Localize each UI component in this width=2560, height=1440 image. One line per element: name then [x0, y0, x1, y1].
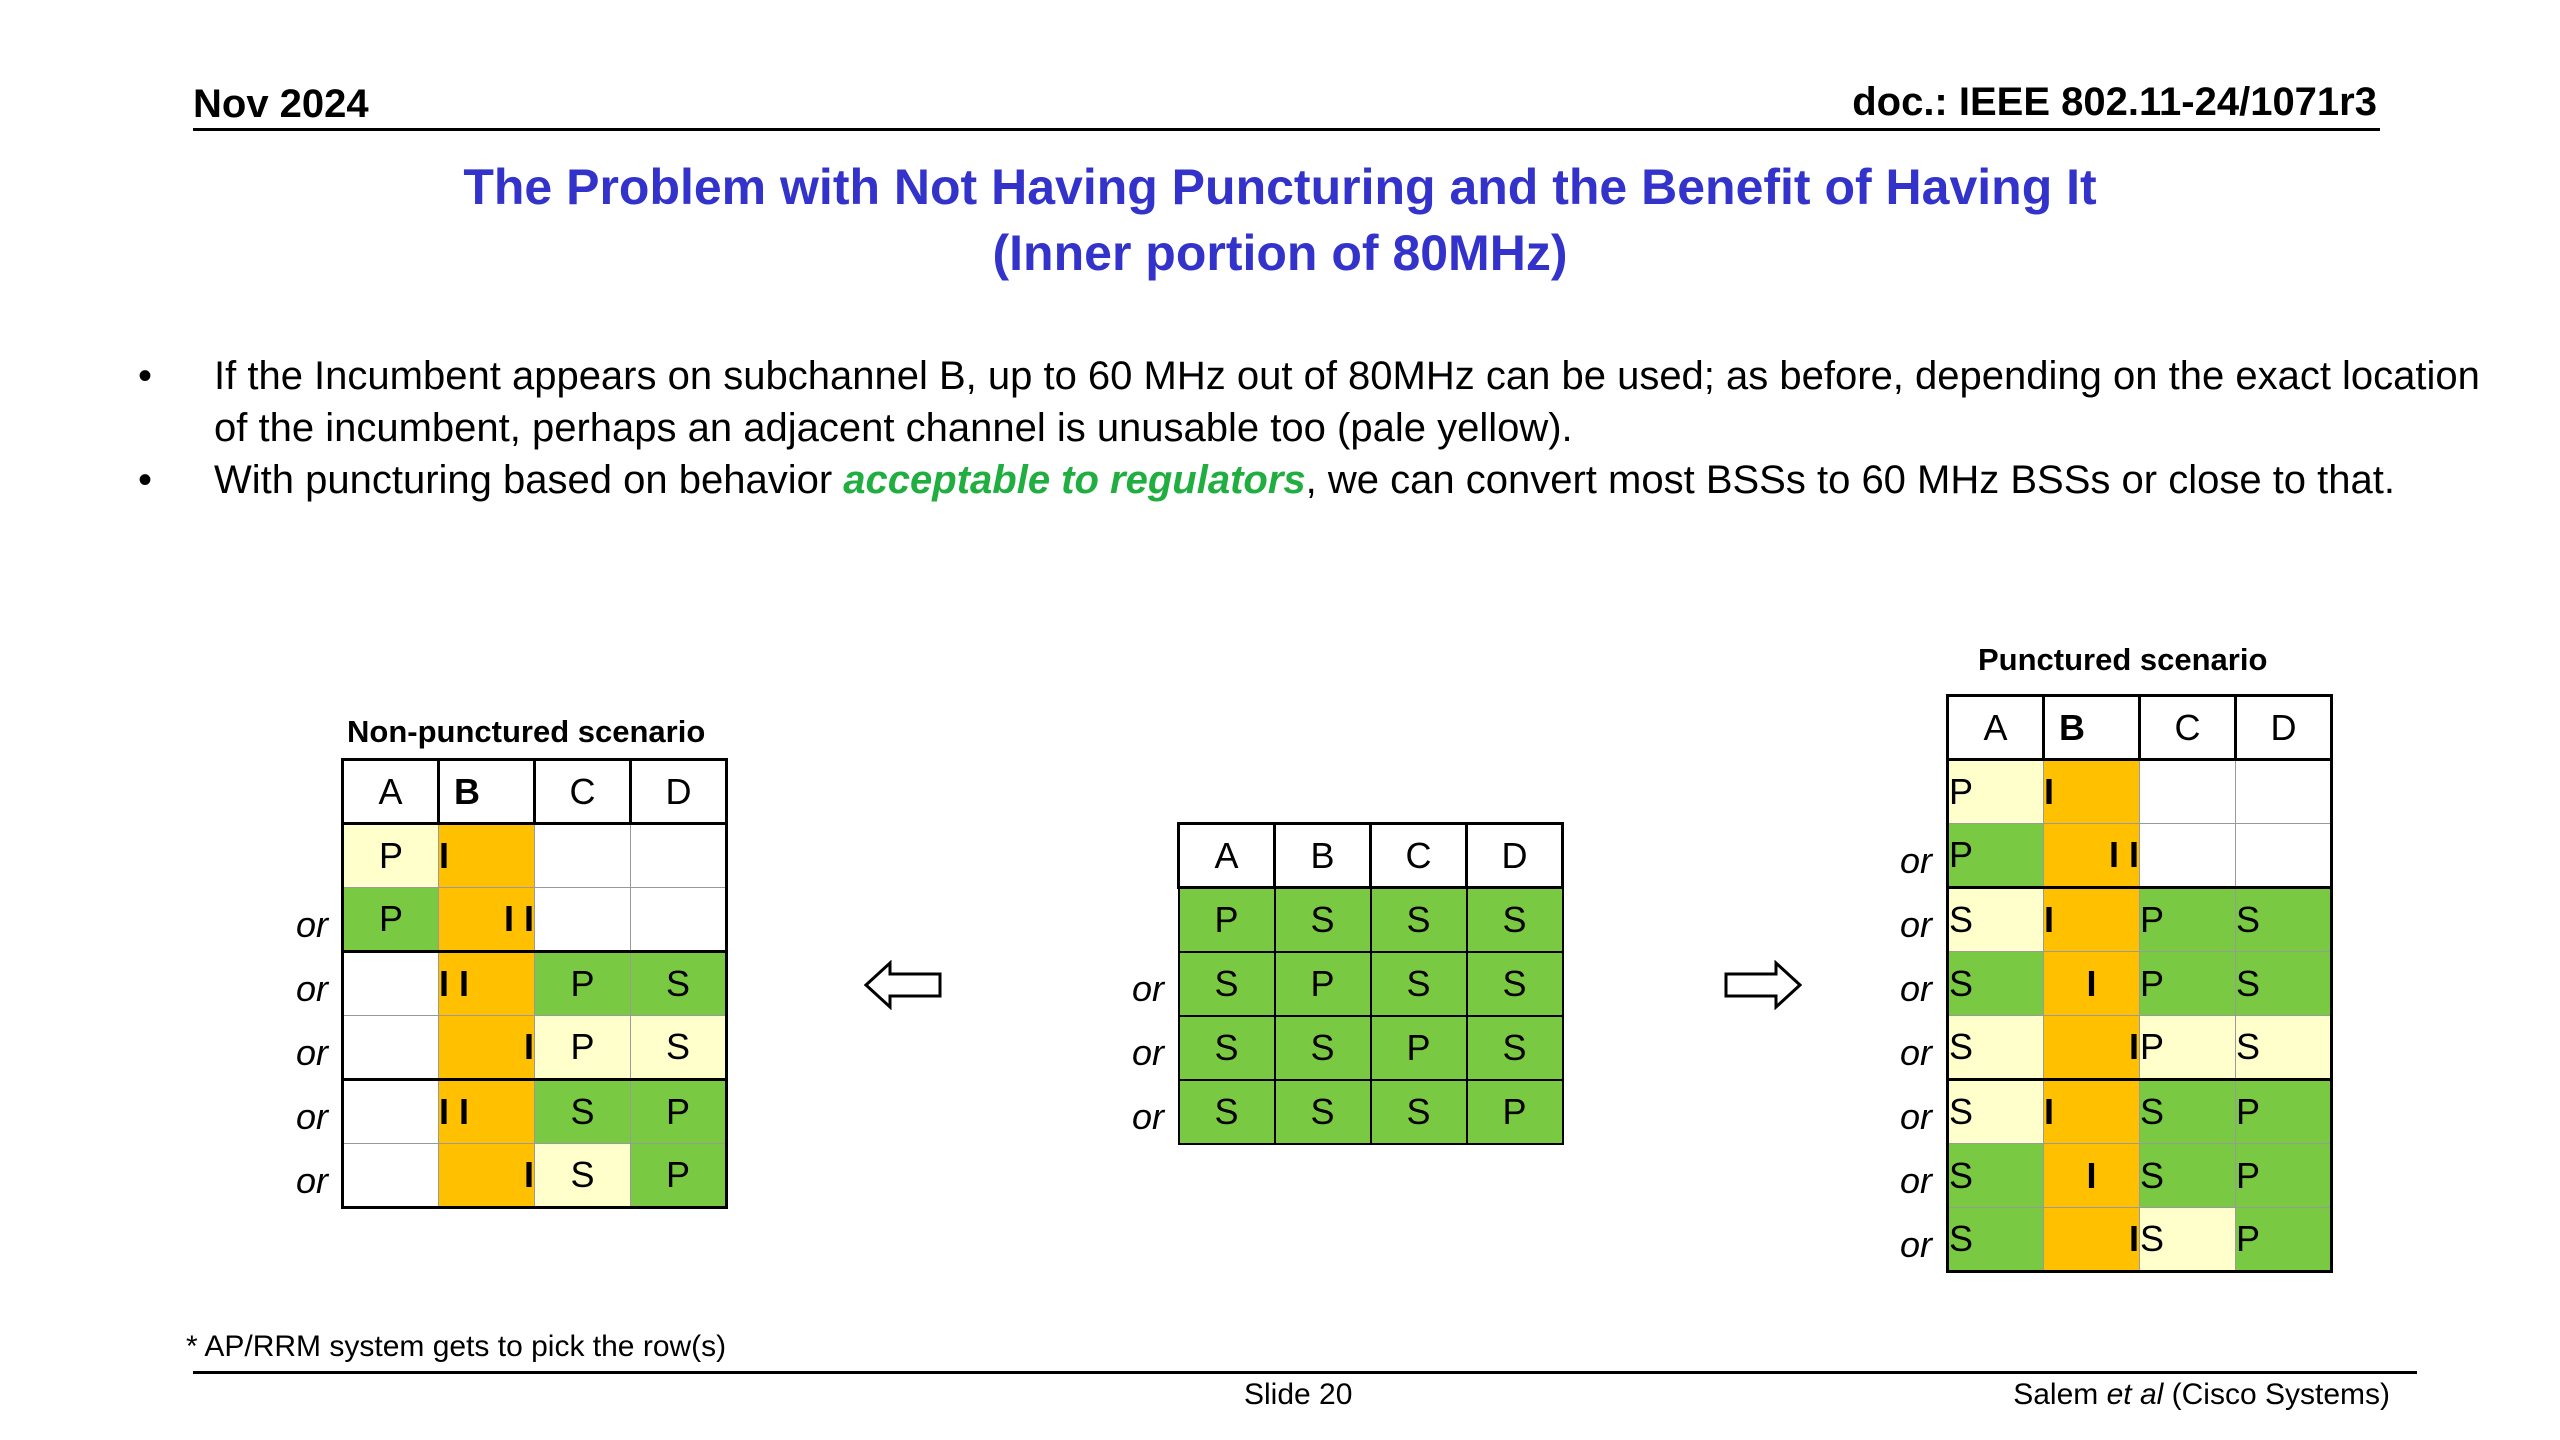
table-row	[1179, 888, 1563, 952]
table-row	[1179, 1080, 1563, 1144]
table-header-row	[1179, 824, 1563, 888]
table-row	[343, 1080, 727, 1144]
middle-table	[1177, 822, 1564, 1145]
or-label: or	[1900, 1032, 1933, 1073]
table-cell: S	[1948, 1208, 2044, 1272]
table-cell: S	[1948, 1016, 2044, 1080]
table-cell: S	[1275, 1080, 1371, 1144]
table-cell: P	[2140, 1016, 2236, 1080]
col-header-d: D	[1467, 824, 1563, 888]
table-cell	[631, 824, 727, 888]
table-cell	[2140, 760, 2236, 824]
table-cell: P	[343, 888, 439, 952]
table-cell: I I	[2044, 824, 2140, 888]
or-label: or	[296, 904, 329, 945]
table-cell: S	[2140, 1080, 2236, 1144]
bullet-2-text-post: , we can convert most BSSs to 60 MHz BSSs or close to that.	[1305, 458, 2395, 502]
table-cell: P	[631, 1080, 727, 1144]
table-cell: P	[631, 1144, 727, 1208]
table-row	[1948, 1080, 2332, 1144]
table-cell: S	[2140, 1208, 2236, 1272]
table-cell: I	[2044, 760, 2140, 824]
table-cell	[343, 1016, 439, 1080]
table-row	[1948, 1208, 2332, 1272]
table-row	[343, 952, 727, 1016]
table-cell: P	[1467, 1080, 1563, 1144]
table-cell: I	[2044, 1144, 2140, 1208]
header-doc-id: doc.: IEEE 802.11-24/1071r3	[1852, 80, 2377, 124]
table-cell	[343, 952, 439, 1016]
bullet-1	[130, 350, 2490, 454]
table-cell: S	[1275, 1016, 1371, 1080]
table-row	[1179, 952, 1563, 1016]
table-cell: P	[2236, 1208, 2332, 1272]
author-org: (Cisco Systems)	[2163, 1378, 2390, 1411]
table-cell: S	[1948, 952, 2044, 1016]
table-cell: S	[631, 1016, 727, 1080]
table-cell: I	[2044, 1016, 2140, 1080]
table-cell: P	[343, 824, 439, 888]
bullet-2-text-pre: With puncturing based on behavior	[214, 458, 844, 502]
table-cell	[343, 1144, 439, 1208]
or-label: or	[296, 968, 329, 1009]
table-cell: S	[631, 952, 727, 1016]
table-row	[343, 1016, 727, 1080]
footnote: * AP/RRM system gets to pick the row(s)	[186, 1330, 727, 1363]
table-cell: P	[535, 1016, 631, 1080]
col-header-a: A	[1948, 696, 2044, 760]
table-cell: I I	[439, 888, 535, 952]
or-label: or	[296, 1160, 329, 1201]
bullet-list	[130, 350, 2490, 506]
bullet-2	[130, 454, 2490, 506]
or-label: or	[1900, 1224, 1933, 1265]
table-cell: S	[1467, 1016, 1563, 1080]
author-name: Salem	[2013, 1378, 2107, 1411]
col-header-c: C	[2140, 696, 2236, 760]
table-cell: I	[2044, 1208, 2140, 1272]
table-cell: P	[1948, 824, 2044, 888]
or-label: or	[1900, 968, 1933, 1009]
table-cell: S	[2236, 1016, 2332, 1080]
table-cell: P	[2236, 1080, 2332, 1144]
table-cell	[2140, 824, 2236, 888]
title-line-2: (Inner portion of 80MHz)	[992, 225, 1568, 281]
left-table	[341, 758, 728, 1209]
header-divider	[193, 128, 2380, 131]
slide-title	[0, 154, 2560, 286]
footer-divider	[193, 1371, 2417, 1374]
bullet-2-emphasis: acceptable to regulators	[843, 458, 1306, 502]
or-label: or	[1900, 840, 1933, 881]
or-label: or	[296, 1096, 329, 1137]
table-cell: S	[2140, 1144, 2236, 1208]
table-cell: S	[2236, 952, 2332, 1016]
or-label: or	[1132, 1032, 1165, 1073]
slide-number: Slide 20	[1244, 1378, 1353, 1411]
table-row	[1948, 1144, 2332, 1208]
table-cell: S	[535, 1144, 631, 1208]
table-cell: I	[439, 1144, 535, 1208]
col-header-b: B	[439, 760, 535, 824]
table-cell	[2236, 760, 2332, 824]
table-cell: S	[1179, 1080, 1275, 1144]
footer-author	[2013, 1378, 2390, 1412]
or-label: or	[1900, 904, 1933, 945]
table-row	[1948, 824, 2332, 888]
table-row	[343, 1144, 727, 1208]
table-cell: I	[2044, 952, 2140, 1016]
right-table	[1946, 694, 2333, 1273]
bullet-1-text: If the Incumbent appears on subchannel B, up to 60 MHz out of 80MHz can be used; as before, depending on the exact location of the incumbent, perhaps an adjacent channel is unusable too (pale yellow).	[214, 354, 2480, 450]
table-cell: P	[1275, 952, 1371, 1016]
or-label: or	[1132, 1096, 1165, 1137]
table-cell: S	[1948, 1144, 2044, 1208]
left-table-caption: Non-punctured scenario	[347, 714, 706, 749]
table-row	[343, 824, 727, 888]
table-cell	[2236, 824, 2332, 888]
table-cell: S	[1179, 952, 1275, 1016]
author-etal: et al	[2106, 1378, 2164, 1411]
table-row	[1948, 888, 2332, 952]
col-header-d: D	[2236, 696, 2332, 760]
table-cell	[631, 888, 727, 952]
table-cell: S	[1948, 1080, 2044, 1144]
table-cell: I I	[439, 1080, 535, 1144]
table-cell: P	[1179, 888, 1275, 952]
or-label: or	[1900, 1160, 1933, 1201]
col-header-d: D	[631, 760, 727, 824]
right-arrow-icon	[1722, 960, 1802, 1010]
table-cell: S	[1275, 888, 1371, 952]
table-cell: S	[1179, 1016, 1275, 1080]
table-cell: S	[535, 1080, 631, 1144]
or-label: or	[296, 1032, 329, 1073]
table-cell: I	[2044, 888, 2140, 952]
table-cell: P	[2140, 888, 2236, 952]
table-cell: P	[2140, 952, 2236, 1016]
table-cell: I	[439, 1016, 535, 1080]
table-cell: P	[535, 952, 631, 1016]
table-cell: S	[1467, 952, 1563, 1016]
col-header-c: C	[535, 760, 631, 824]
right-table-caption: Punctured scenario	[1978, 642, 2268, 677]
bullet-marker: •	[138, 458, 153, 502]
col-header-a: A	[343, 760, 439, 824]
table-row	[1948, 1016, 2332, 1080]
table-cell	[535, 888, 631, 952]
header-date: Nov 2024	[193, 82, 369, 126]
table-cell: P	[1371, 1016, 1467, 1080]
table-cell	[343, 1080, 439, 1144]
col-header-c: C	[1371, 824, 1467, 888]
table-cell: S	[1371, 952, 1467, 1016]
table-cell: P	[2236, 1144, 2332, 1208]
table-row	[1948, 952, 2332, 1016]
table-row	[1179, 1016, 1563, 1080]
or-label: or	[1900, 1096, 1933, 1137]
table-cell: P	[1948, 760, 2044, 824]
col-header-a: A	[1179, 824, 1275, 888]
table-cell	[535, 824, 631, 888]
col-header-b: B	[1275, 824, 1371, 888]
table-row	[343, 888, 727, 952]
table-cell: S	[1371, 888, 1467, 952]
table-cell: I	[439, 824, 535, 888]
left-arrow-icon	[864, 960, 944, 1010]
table-cell: S	[1948, 888, 2044, 952]
title-line-1: The Problem with Not Having Puncturing and the Benefit of Having It	[463, 159, 2097, 215]
table-cell: S	[1371, 1080, 1467, 1144]
table-cell: S	[2236, 888, 2332, 952]
table-header-row	[343, 760, 727, 824]
table-header-row	[1948, 696, 2332, 760]
bullet-marker: •	[138, 354, 153, 398]
table-cell: I I	[439, 952, 535, 1016]
table-cell: I	[2044, 1080, 2140, 1144]
table-cell: S	[1467, 888, 1563, 952]
table-row	[1948, 760, 2332, 824]
or-label: or	[1132, 968, 1165, 1009]
col-header-b: B	[2044, 696, 2140, 760]
